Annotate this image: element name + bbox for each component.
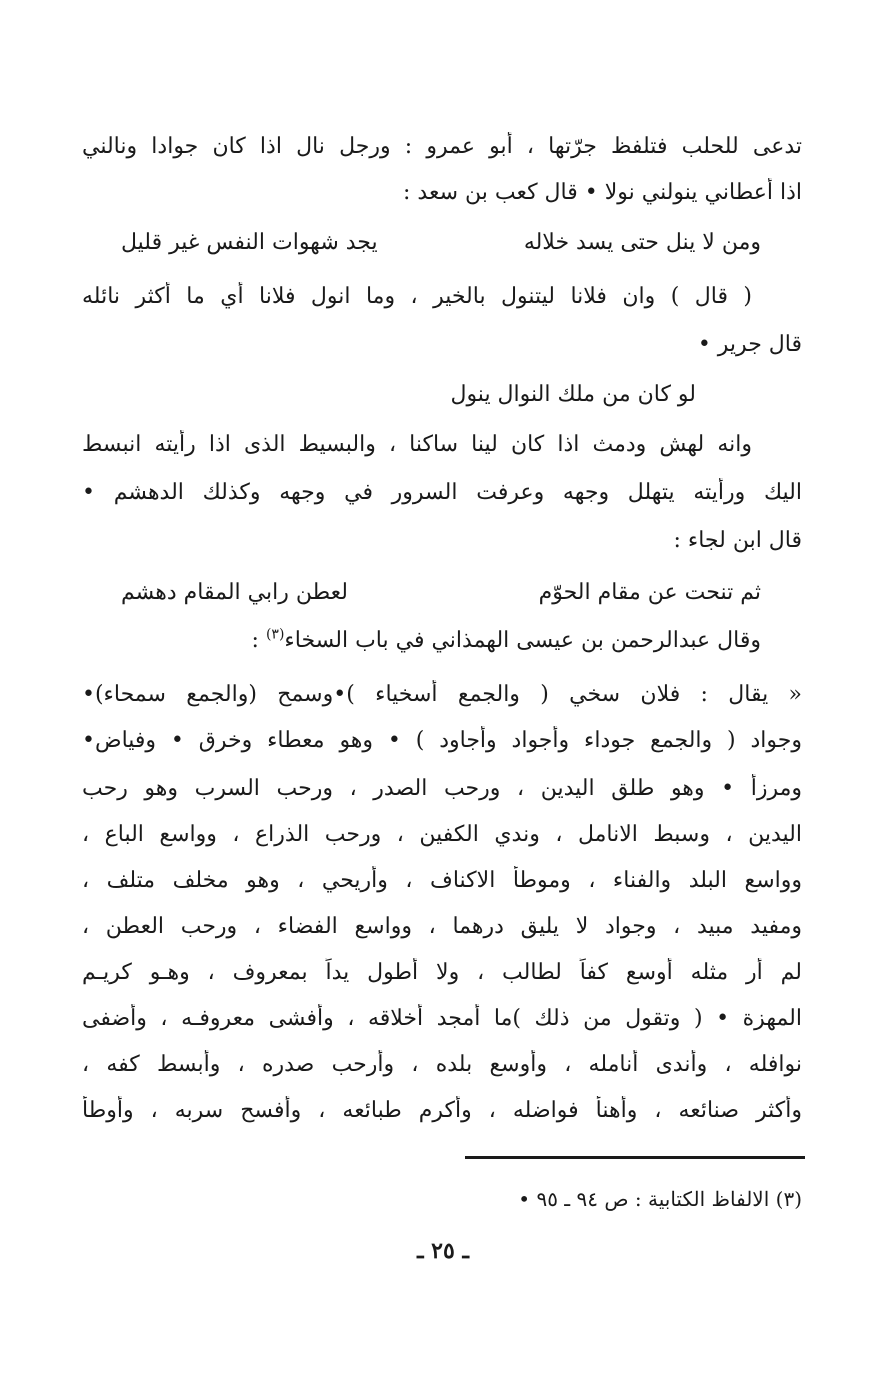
footnote-divider — [465, 1156, 805, 1159]
text-line: « يقال : فلان سخي ( والجمع أسخياء )•وسمح (والجمع سمحاء)• — [82, 682, 802, 707]
text-span: وقال عبدالرحمن بن عيسى الهمذاني في باب السخاء — [284, 628, 761, 653]
verse-single: لو كان من ملك النوال ينول — [450, 382, 696, 407]
text-line: وأكثر صنائعه ، وأهنأ فواضله ، وأكرم طبائعه ، وأفسح سربه ، وأوطأ — [82, 1098, 802, 1123]
text-line: اليك ورأيته يتهلل وجهه وعرفت السرور في وجهه وكذلك الدهشم • — [82, 480, 802, 505]
page-number: ـ ٢٥ ـ — [417, 1238, 469, 1264]
text-line: وواسع البلد والفناء ، وموطأ الاكناف ، وأريحي ، وهو مخلف متلف ، — [82, 868, 802, 893]
colon: : — [251, 628, 266, 653]
verse-second-hemistich: يجد شهوات النفس غير قليل — [121, 230, 378, 255]
text-line: المهزة • ( وتقول من ذلك )ما أمجد أخلاقه ، وأفشى معروفـه ، وأضفى — [82, 1006, 802, 1031]
verse — [121, 228, 761, 258]
footnote-marker: (٣) — [265, 626, 285, 643]
footnote — [518, 1186, 802, 1212]
verse-second-hemistich: لعطن رابي المقام دهشم — [121, 580, 348, 605]
verse-first-hemistich: ثم تنحت عن مقام الحوّم — [538, 580, 761, 605]
text-line: قال ابن لجاء : — [673, 528, 802, 553]
text-line: وجواد ( والجمع جوداء وأجواد وأجاود ) • وهو معطاء وخرق • وفياض• — [82, 728, 802, 753]
text-line: ومفيد مبيد ، وجواد لا يليق درهما ، وواسع الفضاء ، ورحب العطن ، — [82, 914, 802, 939]
text-line: نوافله ، وأندى أنامله ، وأوسع بلده ، وأرحب صدره ، وأبسط كفه ، — [82, 1052, 802, 1077]
text-line: وانه لهش ودمث اذا كان لينا ساكنا ، والبسيط الذى اذا رأيته انبسط — [82, 432, 752, 457]
text-line: تدعى للحلب فتلفظ جرّتها ، أبو عمرو : ورجل نال اذا كان جوادا ونالني — [82, 134, 802, 159]
footnote-text: الالفاظ الكتابية : ص ٩٤ ـ ٩٥ • — [518, 1187, 770, 1211]
text-line: ومرزأ • وهو طلق اليدين ، ورحب الصدر ، ورحب السرب وهو رحب — [82, 776, 802, 801]
verse-first-hemistich: ومن لا ينل حتى يسد خلاله — [523, 230, 761, 255]
text-line: قال جرير • — [697, 332, 802, 357]
text-line: لم أر مثله أوسع كفاً لطالب ، ولا أطول يداً بمعروف ، وهـو كريـم — [82, 960, 802, 985]
footnote-number: (٣) — [775, 1187, 802, 1211]
text-line — [252, 626, 761, 656]
text-line: اليدين ، وسبط الانامل ، وندي الكفين ، ورحب الذراع ، وواسع الباع ، — [82, 822, 802, 847]
text-line: اذا أعطاني ينولني نولا • قال كعب بن سعد : — [403, 180, 802, 205]
verse — [121, 578, 761, 608]
text-line: ( قال ) وان فلانا ليتنول بالخير ، وما انول فلانا أي ما أكثر نائله — [82, 284, 752, 309]
